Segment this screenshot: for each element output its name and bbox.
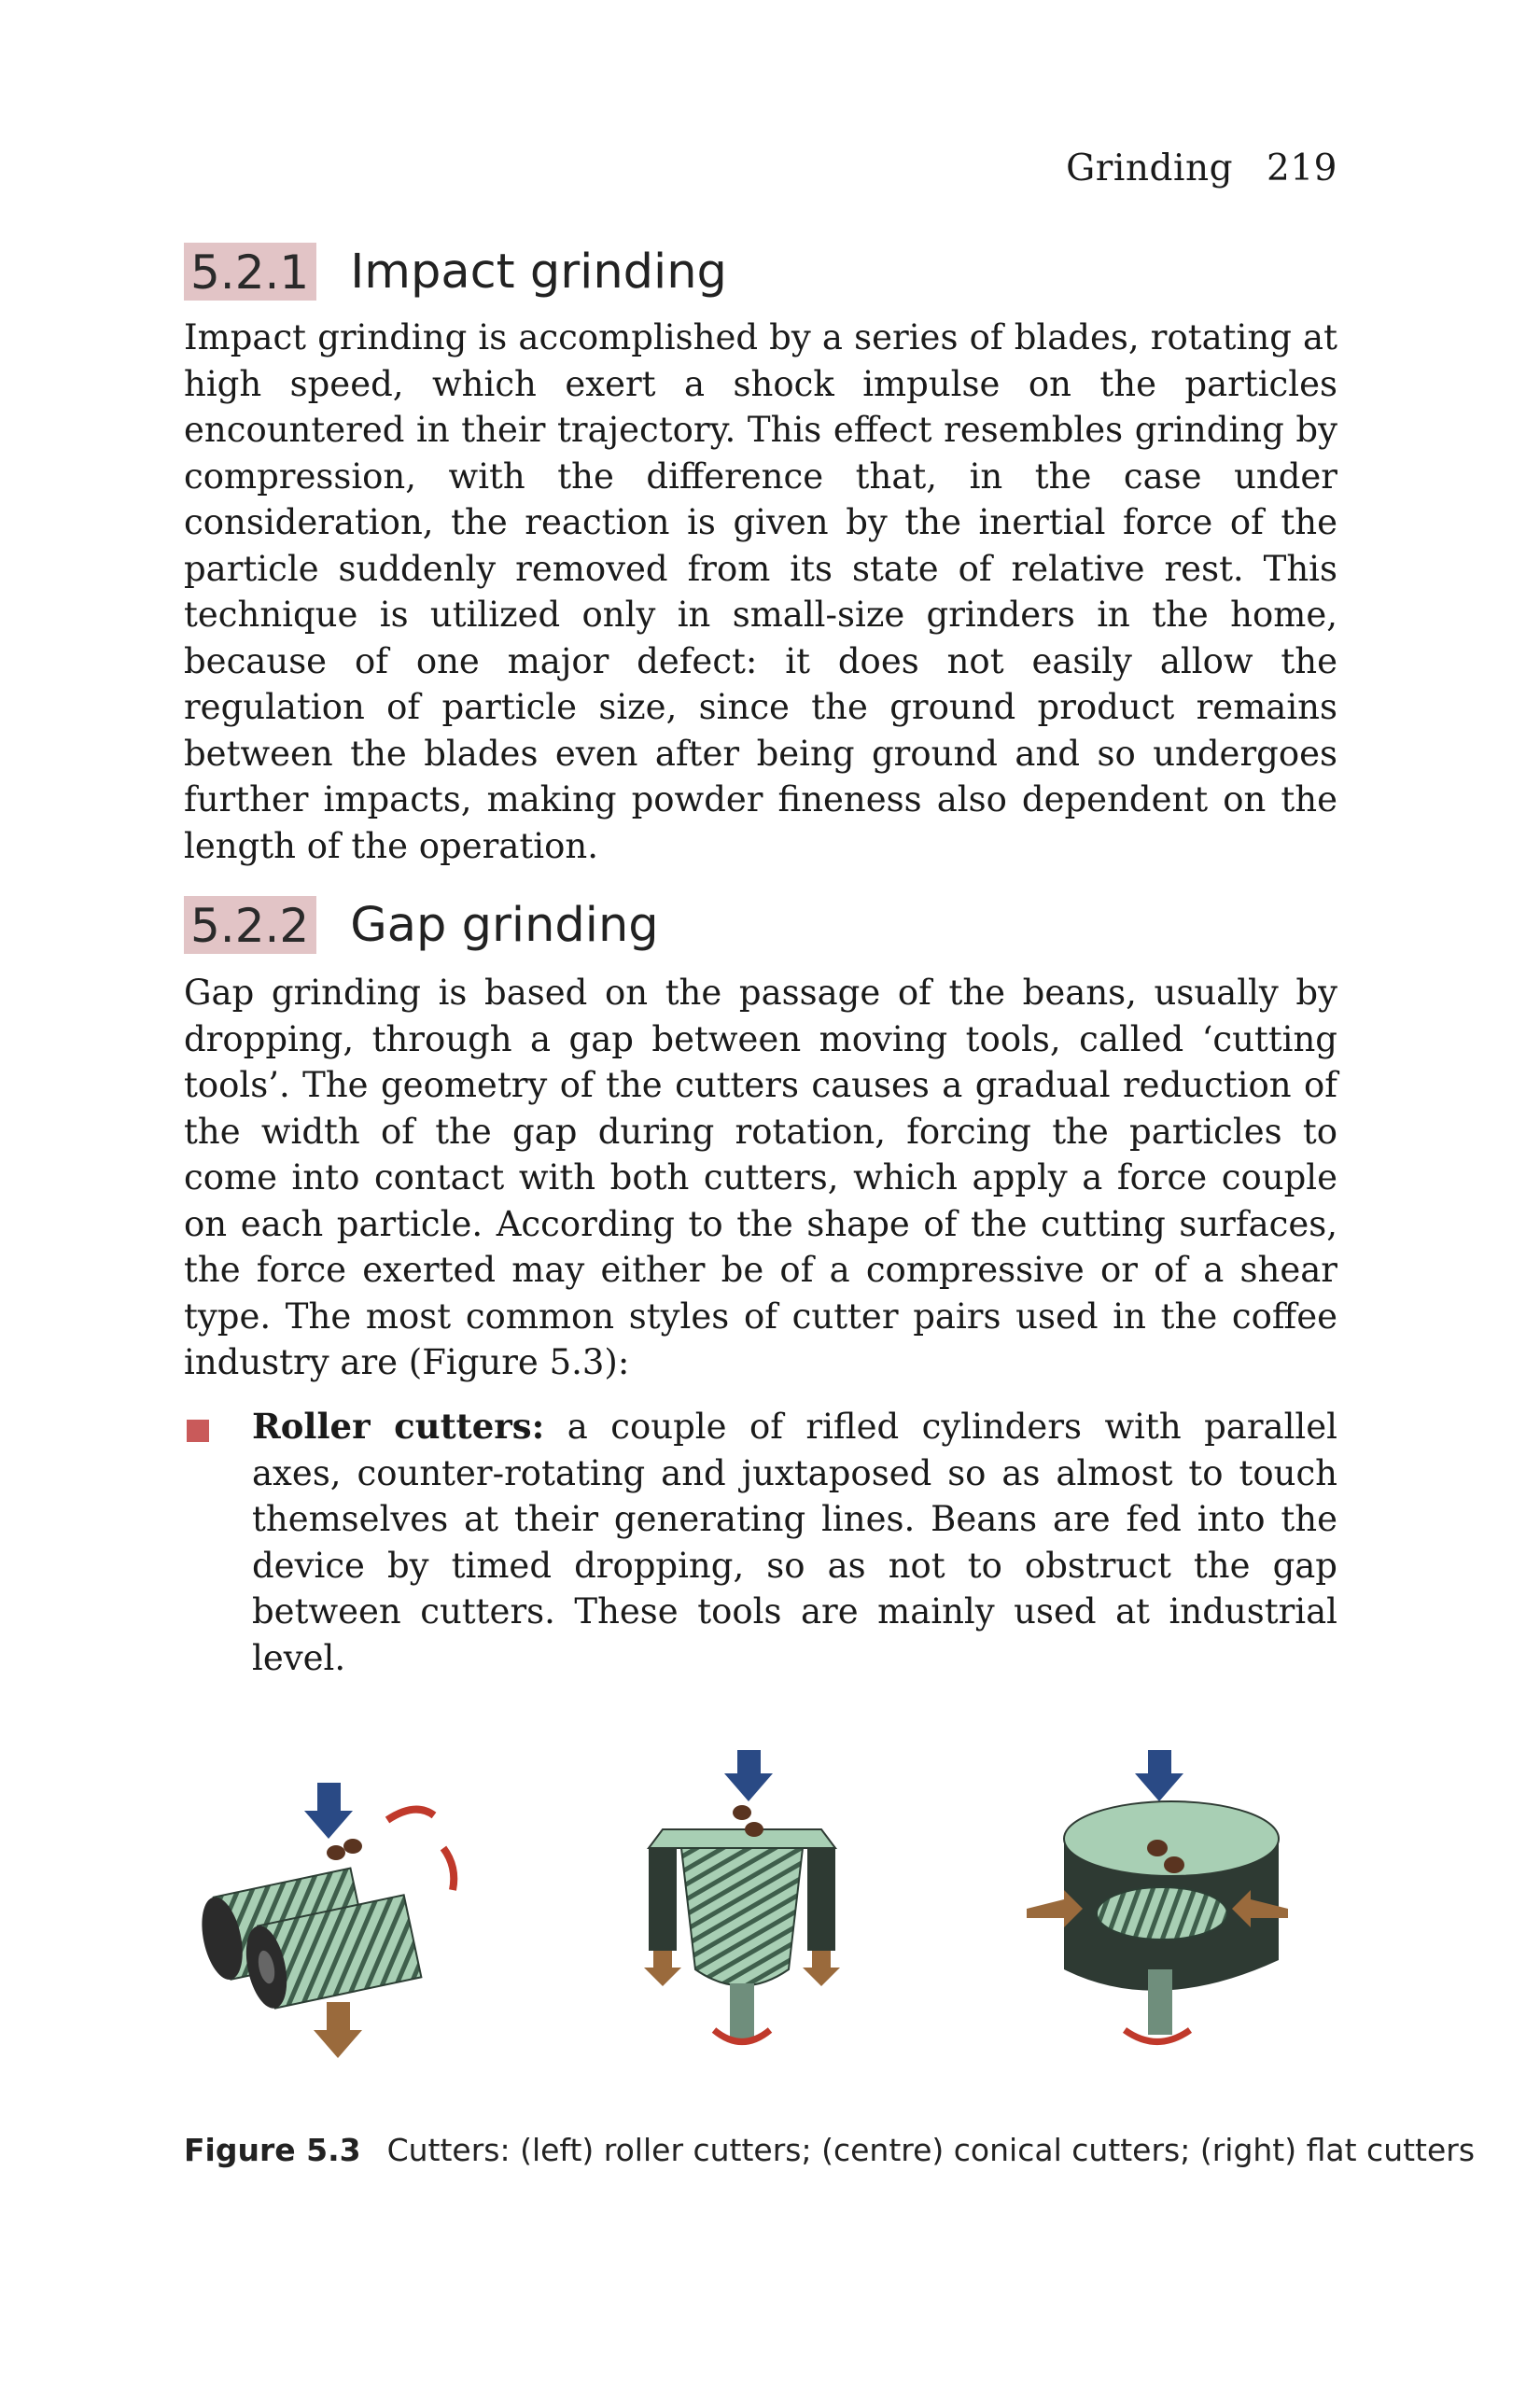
section-number: 5.2.1 <box>184 243 316 301</box>
figure-caption-text: Cutters: (left) roller cutters; (centre) conical cutters; (right) flat cutters <box>386 2132 1476 2168</box>
section-heading-5-2-1 <box>184 243 727 301</box>
bullet-square <box>187 1420 209 1442</box>
section-title: Impact grinding <box>350 244 727 300</box>
figure-label: Figure 5.3 <box>184 2132 361 2168</box>
paragraph-impact-grinding: Impact grinding is accomplished by a series of blades, rotating at high speed, which exert a shock impulse on the particles encountered in their trajectory. This effect resembles grinding by compression, with the difference that, in the case under consideration, the reaction is given by the inertial force of the particle suddenly removed from its state of relative rest. This technique is utilized only in small-size grinders in the home, because of one major defect: it does not easily allow the regulation of particle size, since the ground product remains between the blades even after being ground and so undergoes further impacts, making powder fineness also dependent on the length of the operation. <box>184 317 1337 866</box>
paragraph-gap-grinding: Gap grinding is based on the passage of the beans, usually by dropping, through a gap between moving tools, called ‘cutting tools’. The geometry of the cutters causes a gradual reduction of the width of the gap during rotation, forcing the particles to come into contact with both cutters, which apply a force couple on each particle. According to the shape of the cutting surfaces, the force exerted may either be of a compressive or of a shear type. The most common styles of cutter pairs used in the coffee industry are (Figure 5.3): <box>184 973 1337 1382</box>
page-number: 219 <box>1267 147 1337 189</box>
bullet-roller-cutters <box>252 1404 1337 1681</box>
running-head <box>1066 147 1337 189</box>
section-heading-5-2-2 <box>184 896 659 954</box>
bullet-term: Roller cutters: <box>252 1406 545 1447</box>
roller-cutters-illustration <box>187 1745 541 2100</box>
figure-caption <box>184 2132 1476 2168</box>
conical-cutters-illustration <box>635 1745 877 2100</box>
section-title: Gap grinding <box>350 897 659 953</box>
bullet-text: a couple of rifled cylinders with parallel axes, counter-rotating and juxtaposed so as almost to touch themselves at their generating lines. Beans are fed into the device by timed dropping, so as not to obstruct the gap between cutters. These tools are mainly used at industrial level. <box>252 1407 1337 1678</box>
section-number: 5.2.2 <box>184 896 316 954</box>
running-head-title: Grinding <box>1066 147 1234 189</box>
figure-5-3 <box>187 1745 1344 2100</box>
flat-cutters-illustration <box>1008 1745 1316 2100</box>
